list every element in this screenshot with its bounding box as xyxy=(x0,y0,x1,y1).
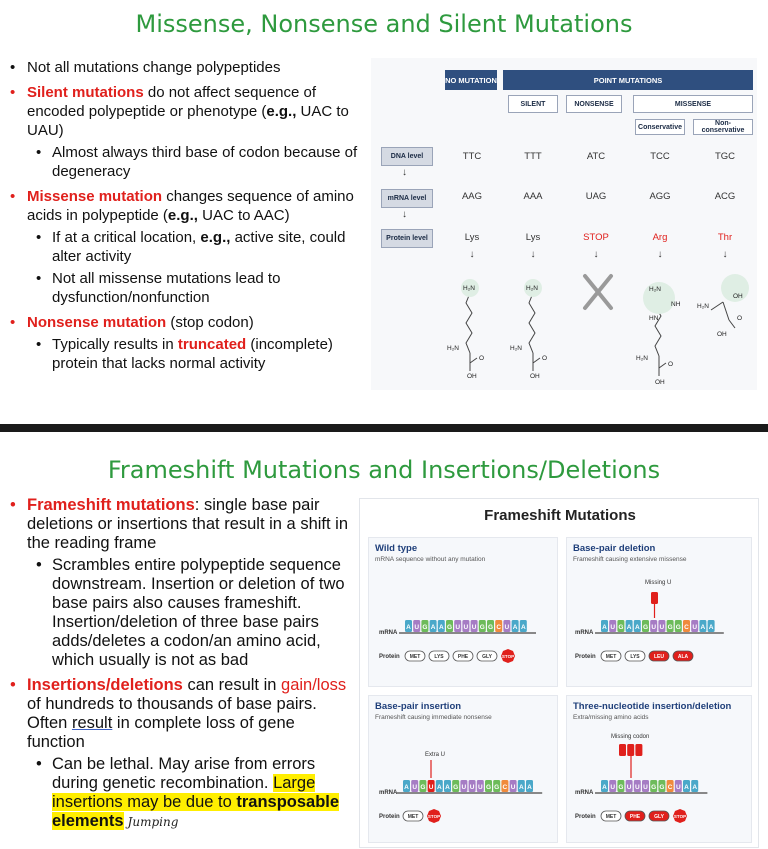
bullet-silent xyxy=(8,83,368,181)
bullet-nonsense xyxy=(8,313,368,373)
down-arrow-icon: ↓ xyxy=(469,249,475,260)
stop-label: STOP xyxy=(427,814,441,819)
mutation-note: Missing codon xyxy=(611,734,650,740)
nucleotide-letter: U xyxy=(461,784,467,791)
nucleotide-letter: U xyxy=(469,784,475,791)
sub-bullet-truncated xyxy=(27,335,368,373)
term-truncated: truncated xyxy=(177,336,247,353)
bullet-not-all xyxy=(8,58,368,77)
nucleotide-letter: U xyxy=(610,624,616,631)
slide-divider xyxy=(0,424,768,432)
panel-subtitle: Extra/missing amino acids xyxy=(573,714,649,721)
lys-chain xyxy=(466,293,472,353)
chem-label: NH xyxy=(671,301,681,308)
mutation-note: Extra U xyxy=(425,752,446,758)
nucleotide-letter: G xyxy=(420,784,426,791)
sub-bullet-critical xyxy=(27,228,368,266)
protein-label: Protein xyxy=(379,654,400,660)
bullet-insertions-deletions xyxy=(8,676,354,832)
stop-label: STOP xyxy=(673,814,687,819)
mutation-note: Missing U xyxy=(645,580,672,586)
chem-label: O xyxy=(668,361,674,368)
nucleotide-letter: U xyxy=(651,624,657,631)
term-silent: Silent mutations xyxy=(27,84,144,101)
amino-acid-label: PHE xyxy=(457,654,469,660)
slide2-bullets xyxy=(8,496,354,838)
bullet-text: can result in xyxy=(182,676,282,694)
bullet-text: (stop codon) xyxy=(166,314,254,331)
nucleotide-letter: C xyxy=(667,784,673,791)
chem-label: OH xyxy=(467,373,477,380)
nucleotide-letter: G xyxy=(453,784,459,791)
dna-cell: TCC xyxy=(650,151,670,162)
bullet-text: (incomplete) protein that lacks normal activity xyxy=(52,336,333,372)
nucleotide-letter: U xyxy=(692,624,698,631)
mrna-label: mRNA xyxy=(575,790,594,796)
slide2-title: Frameshift Mutations and Insertions/Deletions xyxy=(107,456,661,484)
chem-label: O xyxy=(737,315,743,322)
protein-label: Protein xyxy=(575,814,596,820)
nucleotide-letter: A xyxy=(430,624,436,631)
down-arrow-icon: ↓ xyxy=(402,167,407,178)
nucleotide-letter: A xyxy=(708,624,714,631)
chem-label: OH xyxy=(530,373,540,380)
down-arrow-icon: ↓ xyxy=(530,249,536,260)
bullet-text: UAC to UAU) xyxy=(27,103,349,139)
missing-codon-nucleotide xyxy=(619,744,626,756)
protein-cell-missense: Arg xyxy=(652,232,668,243)
nucleotide-letter: A xyxy=(692,784,698,791)
header-no-mutation: NO MUTATION xyxy=(445,70,497,90)
insertion-strand xyxy=(369,696,559,844)
protein-cell-stop: STOP xyxy=(583,232,609,243)
nucleotide-letter: G xyxy=(642,624,649,631)
chem-label: OH xyxy=(733,293,743,300)
sub-bullet-not-all-missense xyxy=(27,269,368,307)
bullet-frameshift xyxy=(8,496,354,670)
protein-cell-missense: Thr xyxy=(717,232,733,243)
mrna-cell: UAG xyxy=(585,191,607,202)
underlined-word: result xyxy=(71,714,113,732)
chem-label: H₂N xyxy=(447,345,459,352)
slide1-title: Missense, Nonsense and Silent Mutations xyxy=(135,10,633,38)
bullet-text: If at a critical location, xyxy=(52,229,201,246)
chem-label: H₂N xyxy=(510,345,522,352)
nucleotide-letter: U xyxy=(634,784,640,791)
point-mutations-figure xyxy=(371,58,757,390)
dna-cell: TTC xyxy=(462,151,482,162)
down-arrow-icon: ↓ xyxy=(657,249,663,260)
nucleotide-letter: U xyxy=(510,784,516,791)
term-insertions-deletions: Insertions/deletions xyxy=(27,676,183,694)
nucleotide-letter: G xyxy=(487,624,494,631)
nucleotide-letter: U xyxy=(463,624,469,631)
nucleotide-letter: G xyxy=(667,624,673,631)
nucleotide-letter: A xyxy=(404,784,409,791)
nucleotide-letter: C xyxy=(684,624,689,631)
nucleotide-letter: U xyxy=(414,624,420,631)
term-gain-loss: gain/loss xyxy=(281,676,347,694)
amino-acid-label: LEU xyxy=(654,654,664,660)
nucleotide-letter: G xyxy=(485,784,492,791)
level-mrna: mRNA level xyxy=(381,189,433,208)
term-missense: Missense mutation xyxy=(27,188,163,205)
nucleotide-letter: A xyxy=(518,784,524,791)
bullet-text: Not all missense mutations lead to dysfunction/nonfunction xyxy=(52,270,281,306)
amino-acid-label: MET xyxy=(409,654,421,660)
bullet-text: Can be lethal. May arise from errors during genetic recombination. xyxy=(52,755,316,792)
nucleotide-letter: U xyxy=(471,624,477,631)
nucleotide-letter: C xyxy=(502,784,508,791)
protein-label: Protein xyxy=(379,814,400,820)
chem-label: H₂N xyxy=(649,286,661,293)
dna-cell: ATC xyxy=(586,151,606,162)
amino-acid-label: GLY xyxy=(482,654,492,660)
nucleotide-letter: G xyxy=(651,784,657,791)
mrna-label: mRNA xyxy=(379,790,398,796)
panel-wild-type xyxy=(368,537,558,687)
nucleotide-letter: A xyxy=(406,624,411,631)
nucleotide-letter: A xyxy=(445,784,450,791)
chem-label: HN xyxy=(649,315,659,322)
nucleotide-letter: U xyxy=(610,784,616,791)
chem-label: OH xyxy=(717,331,727,338)
sub-bullet-degeneracy xyxy=(27,143,368,181)
nucleotide-letter: G xyxy=(618,624,624,631)
down-arrow-icon: ↓ xyxy=(593,249,599,260)
bullet-text: active site, could alter activity xyxy=(52,229,346,265)
chem-label: H₂N xyxy=(636,355,648,362)
nucleotide-letter: G xyxy=(618,784,624,791)
bullet-text: changes sequence of amino acids in polypeptide ( xyxy=(27,188,354,224)
header-conservative: Conservative xyxy=(635,119,685,135)
highlighted-term: transposable elements xyxy=(52,793,340,830)
bullet-text: in complete loss of gene function xyxy=(27,714,295,751)
nucleotide-letter: U xyxy=(412,784,418,791)
header-non-conservative: Non-conservative xyxy=(693,119,753,135)
level-protein: Protein level xyxy=(381,229,433,248)
term-frameshift: Frameshift mutations xyxy=(27,496,195,514)
nucleotide-letter: A xyxy=(512,624,518,631)
chem-label: OH xyxy=(655,379,665,386)
protein-label: Protein xyxy=(575,654,596,660)
stop-label: STOP xyxy=(501,654,515,659)
panel-title: Three-nucleotide insertion/deletion xyxy=(573,701,732,712)
header-missense: MISSENSE xyxy=(633,95,753,113)
panel-subtitle: Frameshift causing extensive missense xyxy=(573,556,687,563)
eg-label: e.g., xyxy=(200,229,231,246)
dna-cell: TGC xyxy=(714,151,736,162)
down-arrow-icon: ↓ xyxy=(722,249,728,260)
panel-triplet xyxy=(566,695,752,843)
sub-bullet-lethal xyxy=(27,755,354,832)
bullet-text: Scrambles entire polypeptide sequence downstream. Insertion or deletion of two base pairs also causes frameshift. Insertion/deletion of three base pairs adds/deletes a codon/an amino acid, which usually is not as bad xyxy=(52,556,345,669)
nucleotide-letter: G xyxy=(422,624,428,631)
panel-subtitle: Frameshift causing immediate nonsense xyxy=(375,714,492,721)
highlighted-text: Large insertions may be due to xyxy=(52,774,316,811)
chem-label: O xyxy=(479,355,485,362)
header-point-mutations: POINT MUTATIONS xyxy=(503,70,753,90)
eg-label: e.g., xyxy=(266,103,297,120)
amino-acid-label: PHE xyxy=(629,814,641,820)
nucleotide-letter: U xyxy=(477,784,483,791)
chem-label: H₂N xyxy=(526,285,538,292)
sub-bullet-scrambles xyxy=(27,556,354,670)
panel-deletion xyxy=(566,537,752,687)
nucleotide-letter: A xyxy=(634,624,640,631)
panel-subtitle: mRNA sequence without any mutation xyxy=(375,556,486,563)
missing-codon-nucleotide xyxy=(627,744,634,756)
bullet-text: of hundreds to thousands of base pairs. Often xyxy=(27,695,317,732)
triplet-strand xyxy=(567,696,753,844)
nucleotide-letter: A xyxy=(438,624,444,631)
chem-label: H₂N xyxy=(463,285,475,292)
bullet-missense xyxy=(8,187,368,307)
mrna-cell: AAA xyxy=(523,191,543,202)
protein-cell: Lys xyxy=(525,232,541,243)
nucleotide-letter: U xyxy=(428,784,434,791)
nucleotide-letter: C xyxy=(496,624,502,631)
amino-acid-label: LYS xyxy=(434,654,444,660)
amino-acid-label: GLY xyxy=(654,814,664,820)
bullet-text: Typically results in xyxy=(52,336,178,353)
nucleotide-letter: G xyxy=(675,624,681,631)
nucleotide-letter: G xyxy=(494,784,500,791)
nucleotide-letter: A xyxy=(520,624,526,631)
mrna-label: mRNA xyxy=(575,630,594,636)
chem-label: O xyxy=(542,355,548,362)
chem-label: H₂N xyxy=(697,303,709,310)
slide-frameshift xyxy=(0,432,768,849)
down-arrow-icon: ↓ xyxy=(402,209,407,220)
amino-acid-label: LYS xyxy=(630,654,640,660)
bullet-text: UAC to AAC) xyxy=(197,207,290,224)
nucleotide-letter: A xyxy=(436,784,442,791)
nucleotide-letter: U xyxy=(504,624,510,631)
header-silent: SILENT xyxy=(508,95,558,113)
mrna-cell: AGG xyxy=(649,191,671,202)
eg-label: e.g., xyxy=(167,207,198,224)
amino-acid-structures xyxy=(371,58,757,390)
nucleotide-letter: A xyxy=(602,624,607,631)
deletion-strand xyxy=(567,538,753,688)
wild-type-strand xyxy=(369,538,559,688)
amino-acid-label: ALA xyxy=(677,654,689,660)
bullet-text: do not affect sequence of encoded polypeptide or phenotype ( xyxy=(27,84,317,120)
slide-mutations xyxy=(0,0,768,424)
nucleotide-letter: G xyxy=(446,624,453,631)
nucleotide-letter: U xyxy=(659,624,665,631)
nucleotide-letter: G xyxy=(659,784,665,791)
nucleotide-letter: U xyxy=(626,784,632,791)
bullet-text: Almost always third base of codon because of degeneracy xyxy=(52,144,358,180)
missing-codon-nucleotide xyxy=(635,744,642,756)
nucleotide-letter: A xyxy=(700,624,706,631)
protein-cell: Lys xyxy=(464,232,480,243)
figure-title: Frameshift Mutations xyxy=(484,507,636,524)
mrna-cell: ACG xyxy=(714,191,736,202)
header-nonsense: NONSENSE xyxy=(566,95,622,113)
term-nonsense: Nonsense mutation xyxy=(27,314,167,331)
panel-title: Base-pair deletion xyxy=(573,543,656,554)
mrna-label: mRNA xyxy=(379,630,398,636)
bullet-text: Not all mutations change polypeptides xyxy=(27,59,281,76)
panel-title: Wild type xyxy=(375,543,418,554)
panel-title: Base-pair insertion xyxy=(375,701,462,712)
lys-chain xyxy=(529,293,535,353)
mrna-cell: AAG xyxy=(461,191,483,202)
amino-acid-label: MET xyxy=(605,814,617,820)
nucleotide-letter: U xyxy=(675,784,681,791)
frameshift-figure xyxy=(359,498,759,848)
nucleotide-letter: U xyxy=(643,784,648,791)
nucleotide-letter: A xyxy=(684,784,689,791)
amino-acid-label: MET xyxy=(605,654,617,660)
bullet-text: : single base pair deletions or insertions that result in a shift in the reading frame xyxy=(27,496,349,552)
nucleotide-letter: U xyxy=(455,624,461,631)
panel-insertion xyxy=(368,695,558,843)
dna-cell: TTT xyxy=(524,151,542,162)
missing-nucleotide xyxy=(651,592,658,604)
nucleotide-letter: A xyxy=(602,784,607,791)
handwritten-note: Jumping xyxy=(127,815,179,829)
nucleotide-letter: A xyxy=(626,624,632,631)
nucleotide-letter: A xyxy=(527,784,532,791)
nucleotide-letter: G xyxy=(479,624,485,631)
slide1-bullets xyxy=(8,58,368,379)
amino-acid-label: MET xyxy=(407,814,419,820)
level-dna: DNA level xyxy=(381,147,433,166)
